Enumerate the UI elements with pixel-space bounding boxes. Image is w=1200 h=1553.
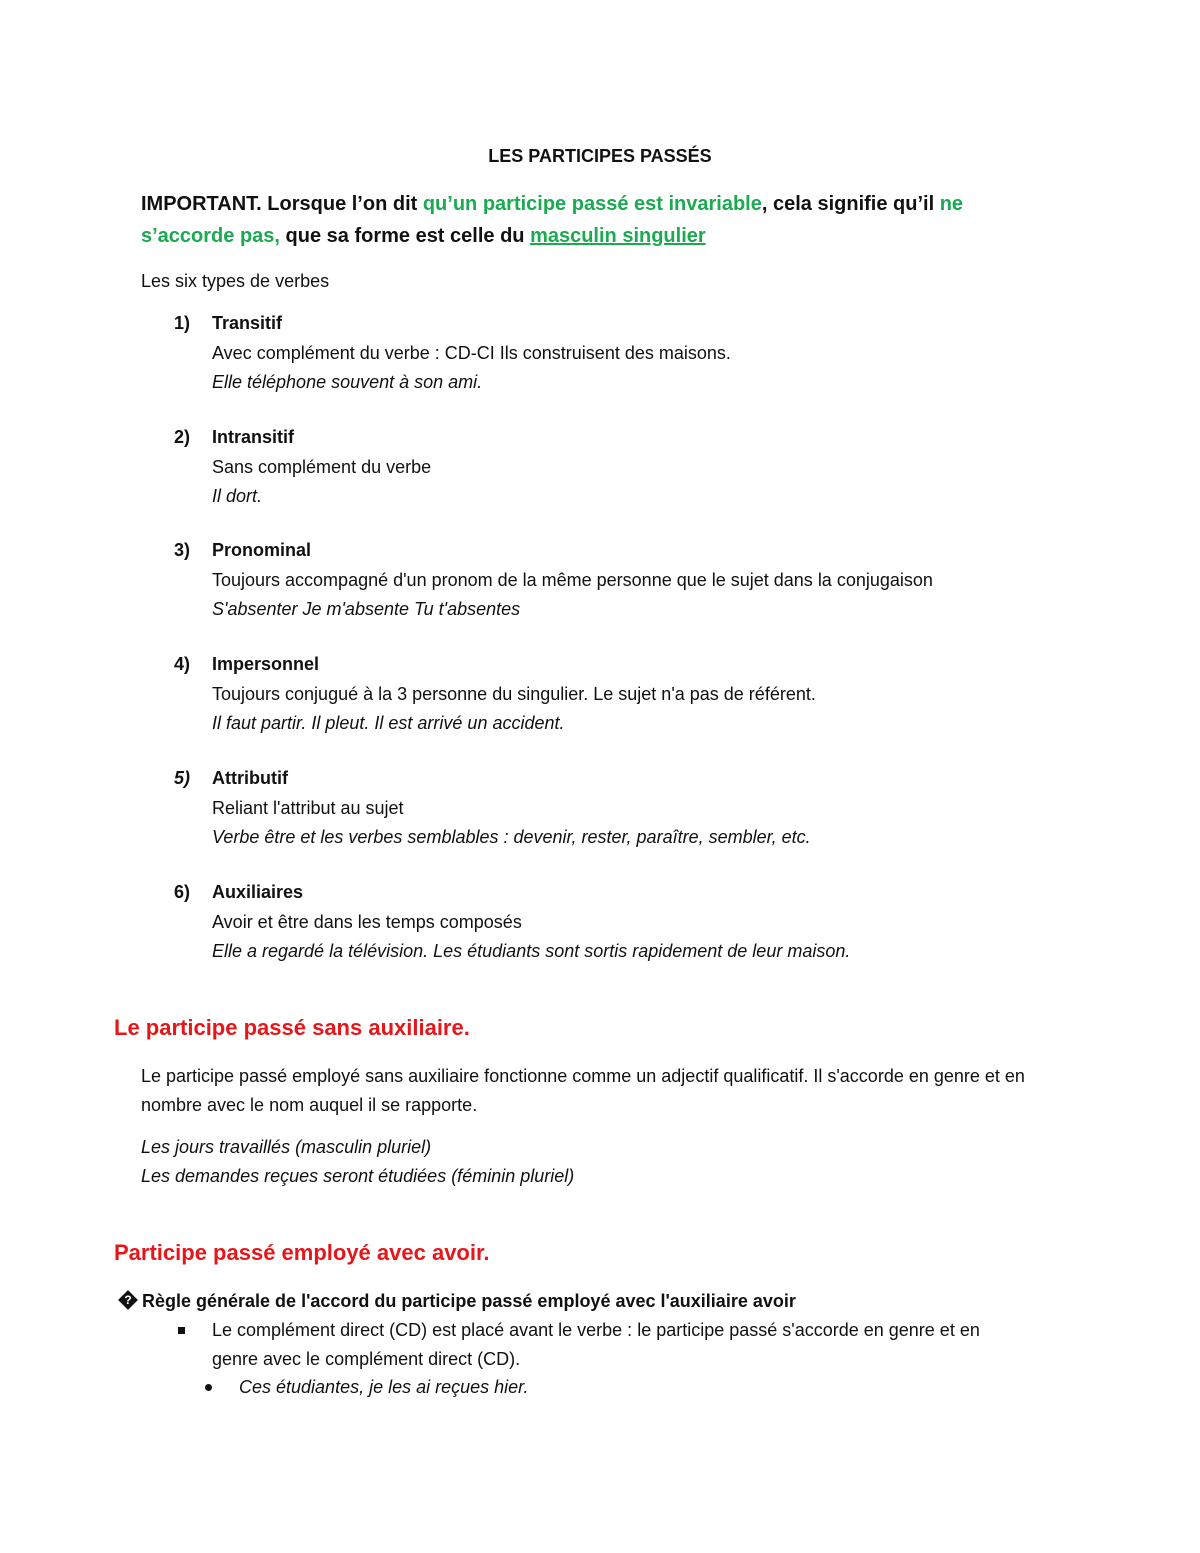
list-number: 6) — [174, 882, 191, 902]
important-highlight-accorde: s’accorde pas, — [141, 225, 280, 247]
important-line-1 — [141, 191, 963, 217]
verb-type-example: Elle téléphone souvent à son ami. — [212, 372, 483, 392]
rule-heading: Règle générale de l'accord du participe passé employé avec l'auxiliaire avoir — [142, 1291, 796, 1311]
verb-type-example: Verbe être et les verbes semblables : devenir, rester, paraître, sembler, etc. — [212, 827, 811, 847]
list-number: 3) — [174, 540, 191, 560]
list-number: 2) — [174, 427, 191, 447]
example-line: Les demandes reçues seront étudiées (féminin pluriel) — [141, 1166, 575, 1186]
square-bullet-icon — [178, 1327, 185, 1334]
verb-type-name: Pronominal — [212, 540, 312, 560]
important-highlight-invariable: qu’un participe passé est invariable — [422, 193, 762, 215]
verb-type-name: Attributif — [212, 768, 288, 788]
verb-type-description: Toujours conjugué à la 3 personne du singulier. Le sujet n'a pas de référent. — [212, 684, 816, 704]
verb-type-name: Intransitif — [212, 427, 295, 447]
verb-type-name: Impersonnel — [212, 654, 320, 674]
verb-type-example: Elle a regardé la télévision. Les étudiants sont sortis rapidement de leur maison. — [212, 941, 851, 961]
sub-bullet-example: Ces étudiantes, je les ai reçues hier. — [239, 1377, 529, 1397]
section-heading-sans-auxiliaire: Le participe passé sans auxiliaire. — [114, 1015, 470, 1040]
important-text: que sa forme est celle du — [279, 225, 531, 247]
verb-type-description: Avoir et être dans les temps composés — [212, 912, 522, 932]
page-title: LES PARTICIPES PASSÉS — [488, 146, 712, 166]
example-line: Les jours travaillés (masculin pluriel) — [141, 1137, 432, 1157]
dot-bullet-icon — [205, 1384, 212, 1391]
important-text: IMPORTANT. Lorsque l’on dit — [141, 193, 423, 215]
verb-type-description: Reliant l'attribut au sujet — [212, 798, 404, 818]
verb-type-description: Avec complément du verbe : CD-CI Ils construisent des maisons. — [212, 343, 731, 363]
important-highlight-masculin: masculin singulier — [530, 225, 706, 247]
diamond-bullet-icon: ? — [118, 1290, 140, 1312]
list-number: 4) — [174, 654, 191, 674]
verb-type-example: Il faut partir. Il pleut. Il est arrivé un accident. — [212, 713, 565, 733]
important-text: , cela signifie qu’il — [761, 193, 940, 215]
important-line-2 — [141, 223, 706, 249]
bullet-text-line: Le complément direct (CD) est placé avant le verbe : le participe passé s'accorde en genre et en — [212, 1320, 980, 1340]
verb-type-name: Transitif — [212, 313, 283, 333]
verb-type-example: Il dort. — [212, 486, 263, 506]
section-heading-avec-avoir: Participe passé employé avec avoir. — [114, 1240, 490, 1265]
list-number: 1) — [174, 313, 191, 333]
section-paragraph: Le participe passé employé sans auxiliaire fonctionne comme un adjectif qualificatif. Il s'accorde en genre et en nombre avec le nom auquel il se rapporte. — [141, 1066, 1025, 1115]
verb-type-description: Toujours accompagné d'un pronom de la même personne que le sujet dans la conjugaison — [212, 570, 933, 590]
verb-type-name: Auxiliaires — [212, 882, 304, 902]
bullet-text-line: genre avec le complément direct (CD). — [212, 1349, 521, 1369]
six-types-heading: Les six types de verbes — [141, 271, 330, 291]
important-highlight-ne: ne — [939, 193, 964, 215]
list-number: 5) — [174, 768, 191, 788]
verb-type-description: Sans complément du verbe — [212, 457, 432, 477]
verb-type-example: S'absenter Je m'absente Tu t'absentes — [212, 599, 521, 619]
